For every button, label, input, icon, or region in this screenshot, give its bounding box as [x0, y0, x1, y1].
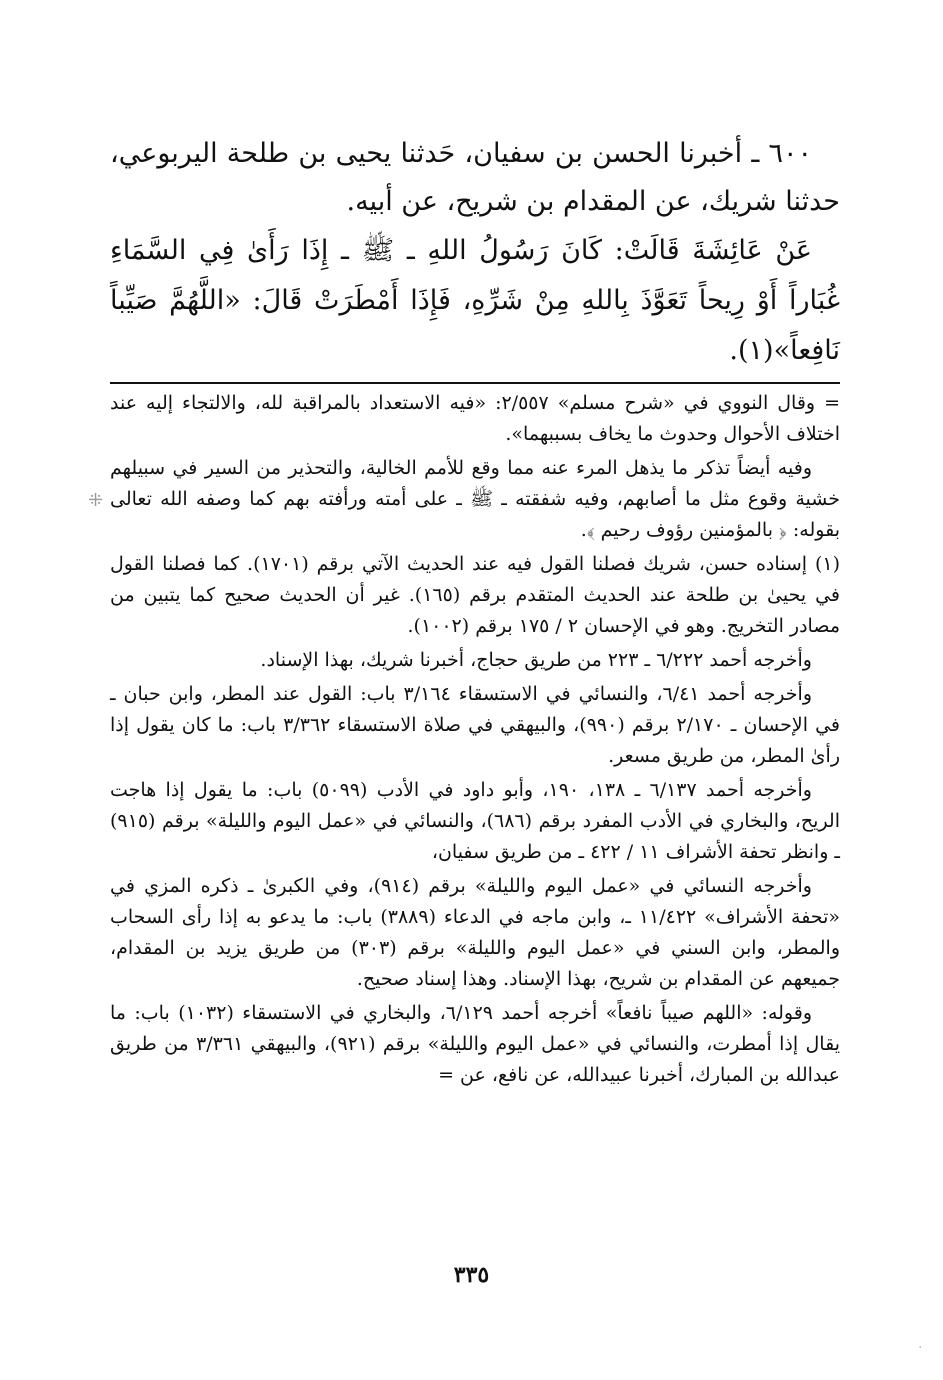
footnote-1: (١) إسناده حسن، شريك فصلنا القول فيه عند الحديث الآتي برقم (١٧٠١). كما فصلنا القول في يحيىٰ بن طلحة عند الحديث المتقدم برقم (١٦٥). غير أن الحديث صحيح كما يتبين من مصادر التخريج. وهو في الإحسان ٢ / ١٧٥ برقم (١٠٠٢).: [110, 553, 840, 637]
footnote-paragraph: وفيه أيضاً تذكر ما يذهل المرء عنه مما وقع للأمم الخالية، والتحذير من السير في سبيلهم خشية وقوع مثل ما أصابهم، وفيه شفقته ـ ﷺ ـ على أمته ورأفته بهم كما وصفه الله تعالى بقوله: ﴿ بالمؤمنين رؤوف رحيم ﴾.: [110, 457, 840, 541]
footnote-continuation: = وقال النووي في «شرح مسلم» ٢/٥٥٧: «فيه الاستعداد بالمراقبة لله، والالتجاء إليه عند اختلاف الأحوال وحدوث ما يخاف بسببهما».: [110, 392, 840, 445]
scan-edge-mark-icon: ·: [918, 1340, 923, 1356]
main-text: [110, 130, 840, 376]
footnote-paragraph: وقوله: «اللهم صيباً نافعاً» أخرجه أحمد ٦/١٢٩، والبخاري في الاستسقاء (١٠٣٢) باب: ما يقال إذا أمطرت، والنسائي في «عمل اليوم والليلة» برقم (٩٢١)، والبيهقي ٣/٣٦١ من طريق عبدالله بن المبارك، أخبرنا عبيدالله، عن نافع، عن =: [110, 1002, 840, 1086]
footnotes: [110, 388, 840, 1091]
footnote-paragraph: وأخرجه أحمد ٦/١٣٧ ـ ١٣٨، ١٩٠، وأبو داود في الأدب (٥٠٩٩) باب: ما يقول إذا هاجت الريح، والبخاري في الأدب المفرد برقم (٦٨٦)، والنسائي في «عمل اليوم والليلة» برقم (٩١٥) ـ وانظر تحفة الأشراف ١١ / ٤٢٢ ـ من طريق سفيان،: [110, 779, 840, 863]
hadith-isnad: ٦٠٠ ـ أخبرنا الحسن بن سفيان، حَدثنا يحيى بن طلحة اليربوعي، حدثنا شريك، عن المقدام بن شريح، عن أبيه.: [110, 138, 840, 217]
footnote-paragraph: وأخرجه النسائي في «عمل اليوم والليلة» برقم (٩١٤)، وفي الكبرىٰ ـ ذكره المزي في «تحفة الأشراف» ١١/٤٢٢ ـ، وابن ماجه في الدعاء (٣٨٨٩) باب: ما يدعو به إذا رأى السحاب والمطر، وابن السني في «عمل اليوم والليلة» برقم (٣٠٣) من طريق يزيد بن المقدام، جميعهم عن المقدام بن شريح، بهذا الإسناد. وهذا إسناد صحيح.: [110, 875, 840, 990]
page-number: ٣٣٥: [453, 1262, 490, 1288]
footnote-paragraph: وأخرجه أحمد ٦/٢٢٢ ـ ٢٢٣ من طريق حجاج، أخبرنا شريك، بهذا الإسناد.: [260, 649, 812, 671]
margin-ornament-icon: ⁜: [88, 490, 104, 511]
footnote-paragraph: وأخرجه أحمد ٦/٤١، والنسائي في الاستسقاء ٣/١٦٤ باب: القول عند المطر، وابن حبان ـ في الإحسان ـ ٢/١٧٠ برقم (٩٩٠)، والبيهقي في صلاة الاستسقاء ٣/٣٦٢ باب: ما كان يقول إذا رأىٰ المطر، من طريق مسعر.: [110, 683, 841, 767]
hadith-matn: عَنْ عَائِشَةَ قَالَتْ: كَانَ رَسُولُ اللهِ ـ ﷺ ـ إِذَا رَأَىٰ فِي السَّمَاءِ غُبَاراً أَوْ رِيحاً تَعَوَّذَ بِاللهِ مِنْ شَرِّهِ، فَإِذَا أَمْطَرَتْ قَالَ: «اللَّهُمَّ صَيِّباً نَافِعاً»(١).: [110, 235, 840, 366]
page-body: [110, 130, 840, 1094]
footnote-separator: [110, 382, 840, 384]
